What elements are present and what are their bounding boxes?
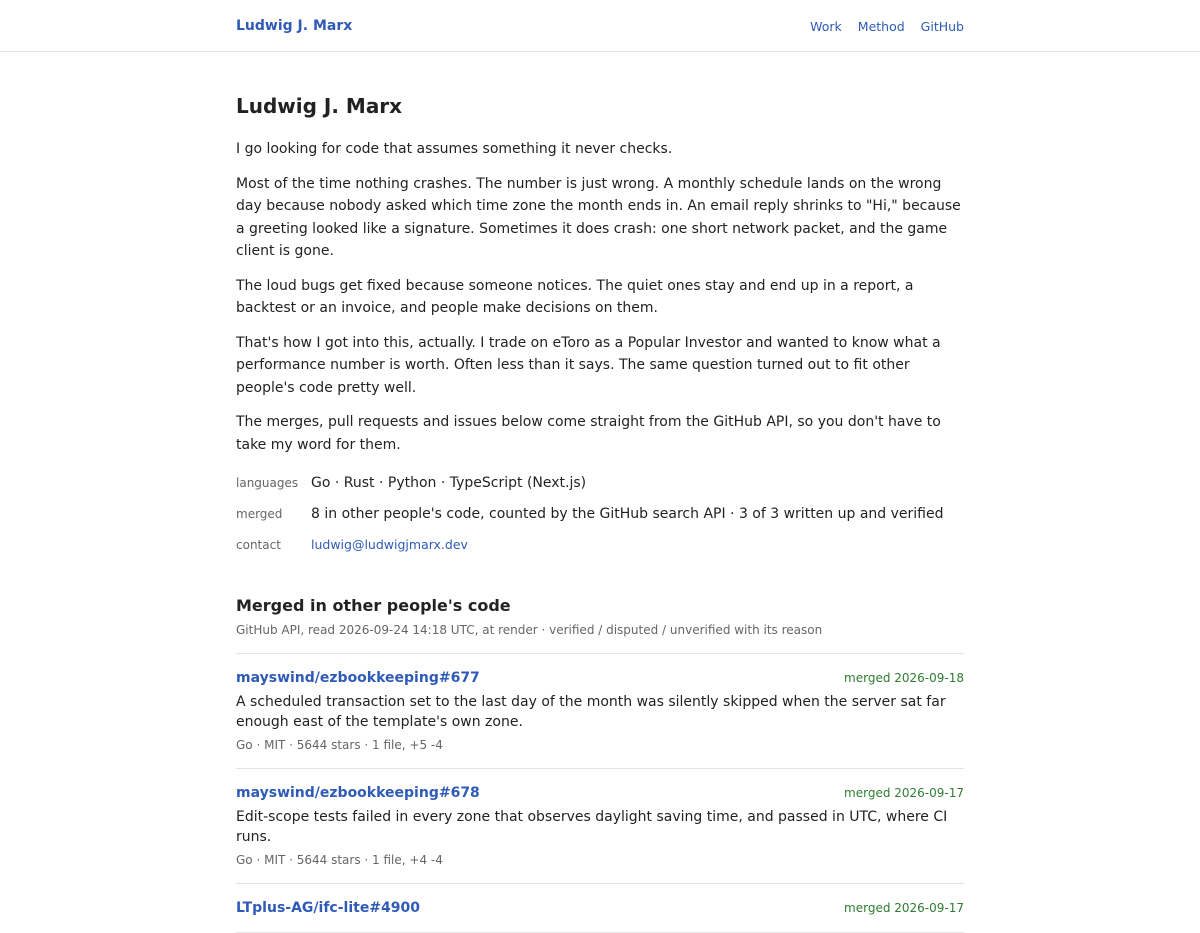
pr-link[interactable]: mayswind/ezbookkeeping#678 [236,785,480,801]
pr-item [236,884,964,933]
pr-item-head [236,670,964,686]
header-inner [236,0,964,52]
page-title: Ludwig J. Marx [236,94,403,118]
merged-pr-list [236,653,964,933]
nav-method-link[interactable]: Method [857,18,905,34]
pr-item [236,769,964,884]
pr-description: Edit-scope tests failed in every zone that observes daylight saving time, and passed in UTC, where CI runs. [236,809,948,845]
intro-paragraph-4: That's how I got into this, actually. I trade on eToro as a Popular Investor and wanted to know what a performance number is worth. Often less than it says. The same question turned out to fit other people's code pretty well. [236,334,941,396]
meta-key-contact: contact [236,538,281,552]
pr-item-head [236,785,964,801]
merged-section-title: Merged in other people's code [236,596,511,615]
meta-row-languages [236,472,964,494]
pr-merged-date: merged 2026-09-17 [844,786,964,800]
meta-row-contact [236,534,964,556]
pr-item-head [236,900,964,916]
meta-key-merged: merged [236,507,283,521]
nav-work-link[interactable]: Work [810,18,842,34]
meta-val-merged: 8 in other people's code, counted by the GitHub search API · 3 of 3 written up and verified [311,506,944,522]
pr-description: A scheduled transaction set to the last day of the month was silently skipped when the server sat far enough east of the template's own zone. [236,694,946,730]
pr-item [236,654,964,769]
main-nav [810,19,964,34]
nav-github-link[interactable]: GitHub [920,18,964,34]
meta-val-languages: Go · Rust · Python · TypeScript (Next.js) [311,475,587,491]
main-content [236,52,964,933]
contact-email-link[interactable]: ludwig@ludwigjmarx.dev [311,537,468,552]
brand-link[interactable]: Ludwig J. Marx [236,18,353,34]
intro-paragraph-2: Most of the time nothing crashes. The number is just wrong. A monthly schedule lands on the wrong day because nobody asked which time zone the month ends in. An email reply shrinks to "Hi," because a greeting looked like a signature. Sometimes it does crash: one short network packet, and the game client is gone. [236,175,961,259]
pr-meta: Go · MIT · 5644 stars · 1 file, +4 -4 [236,853,443,867]
pr-merged-date: merged 2026-09-17 [844,901,964,915]
pr-link[interactable]: mayswind/ezbookkeeping#677 [236,670,480,686]
intro-paragraph-3: The loud bugs get fixed because someone notices. The quiet ones stay and end up in a report, a backtest or an invoice, and people make decisions on them. [236,277,914,316]
meta-key-languages: languages [236,476,299,490]
merged-section-subtitle: GitHub API, read 2026-09-24 14:18 UTC, at render · verified / disputed / unverified with its reason [236,623,823,637]
pr-meta: Go · MIT · 5644 stars · 1 file, +5 -4 [236,738,443,752]
intro-paragraph-5: The merges, pull requests and issues below come straight from the GitHub API, so you don't have to take my word for them. [236,414,941,453]
site-header [0,0,1200,52]
intro-paragraph-1: I go looking for code that assumes something it never checks. [236,141,673,157]
meta-row-merged [236,503,964,525]
pr-link[interactable]: LTplus-AG/ifc-lite#4900 [236,900,421,916]
meta-val-contact [311,534,468,556]
pr-merged-date: merged 2026-09-18 [844,671,964,685]
profile-meta [236,472,964,556]
